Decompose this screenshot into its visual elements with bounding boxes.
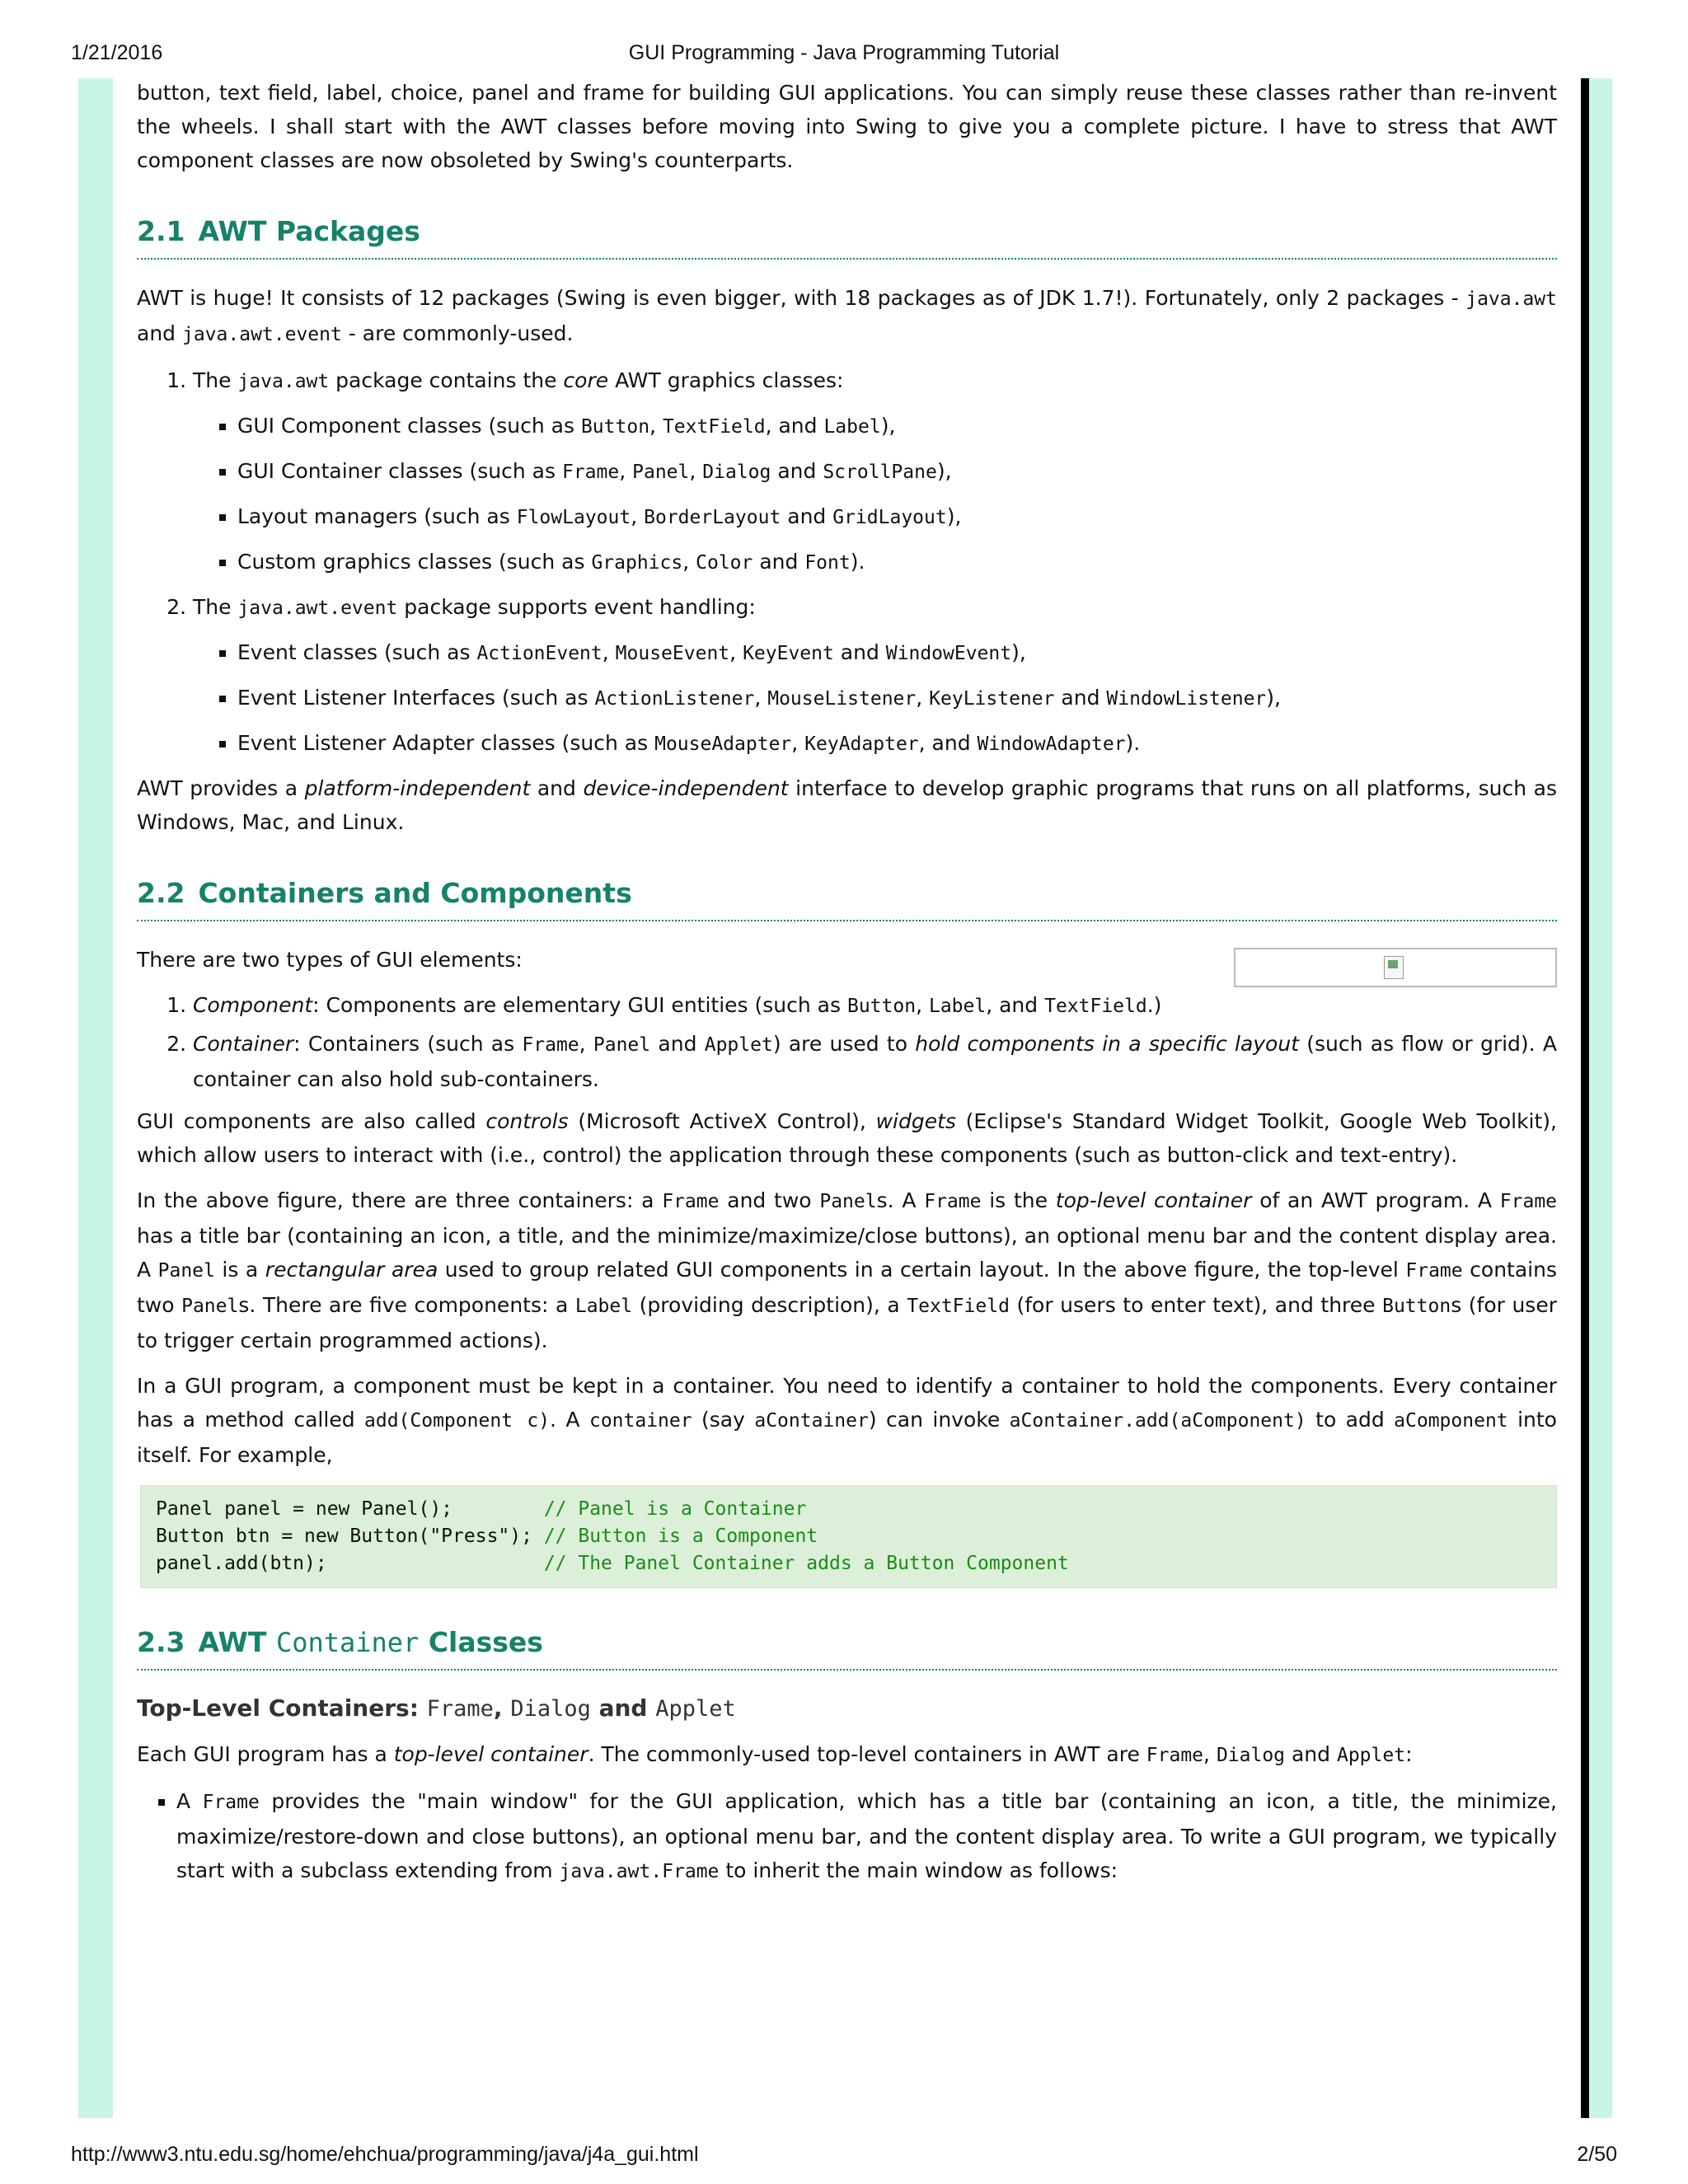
- inline-code: Applet: [655, 1696, 736, 1722]
- subheading-top-level-containers: [137, 1692, 1557, 1726]
- inline-code: KeyAdapter: [804, 733, 919, 755]
- section-title: AWT Packages: [198, 215, 420, 247]
- text: into itself. For example,: [137, 1408, 1557, 1467]
- inline-code: Panel: [632, 462, 690, 483]
- inline-code: java.awt.Frame: [559, 1861, 720, 1882]
- text: of an AWT program. A: [1251, 1188, 1500, 1212]
- text: and: [137, 321, 182, 345]
- text: (such as flow or grid). A container can also hold sub-containers.: [193, 1032, 1557, 1091]
- section-title-code: Container: [275, 1627, 420, 1658]
- list-item: [237, 545, 1557, 580]
- inline-code: Frame: [522, 1034, 579, 1056]
- code-block[interactable]: [140, 1485, 1557, 1588]
- text: Event Listener Interfaces (such as: [237, 686, 595, 710]
- page-number: 2/50: [1577, 2143, 1617, 2166]
- inline-code: Frame: [1146, 1745, 1204, 1766]
- inline-code: TextField: [662, 416, 766, 438]
- text: s (for user to trigger certain programmed actions).: [137, 1293, 1557, 1352]
- list-item: [237, 454, 1557, 490]
- section-number: 2.1: [137, 215, 185, 247]
- text: Layout managers (such as: [237, 504, 517, 528]
- text: The: [193, 595, 238, 619]
- text: AWT graphics classes:: [608, 368, 844, 392]
- inline-code: ActionListener: [594, 688, 755, 710]
- text: and: [1054, 686, 1107, 710]
- inline-code: Panel: [593, 1034, 651, 1056]
- text: GUI components are also called: [137, 1109, 486, 1133]
- text: . The commonly-used top-level containers in AWT are: [588, 1742, 1146, 1766]
- emphasis: hold components in a specific layout: [915, 1032, 1299, 1056]
- text: ,: [493, 1694, 511, 1722]
- inline-code: Label: [823, 416, 881, 438]
- text: Each GUI program has a: [137, 1742, 394, 1766]
- inline-code: Panel: [157, 1260, 215, 1282]
- text: provides the "main window" for the GUI application, which has a title bar (containing an icon, a title, the minimize, maximize/restore-down and close buttons), an optional menu bar, and the content display area. To write a GUI program, we typically start with a subclass extending from: [176, 1789, 1557, 1882]
- emphasis: platform-independent: [304, 776, 531, 800]
- text: AWT is huge! It consists of 12 packages (Swing is even bigger, with 18 packages as of JDK 1.7!). Fortunately, only 2 packages -: [137, 286, 1466, 310]
- inline-code: Dialog: [510, 1696, 591, 1722]
- text: ,: [1203, 1742, 1217, 1766]
- inline-code: Applet: [704, 1034, 773, 1056]
- text: ,: [619, 459, 633, 483]
- text: GUI Container classes (such as: [237, 459, 562, 483]
- inline-code: Label: [928, 996, 987, 1017]
- emphasis: Component: [193, 993, 313, 1017]
- text: ,: [729, 640, 743, 664]
- inline-code: Dialog: [702, 462, 771, 483]
- emphasis: controls: [485, 1109, 569, 1133]
- inline-code: Label: [574, 1296, 633, 1317]
- text: ,: [916, 993, 929, 1017]
- article-content: [137, 76, 1557, 1899]
- list-item: [237, 635, 1557, 671]
- text: (say: [692, 1408, 755, 1432]
- text: The: [193, 368, 238, 392]
- inline-code: FlowLayout: [516, 507, 631, 528]
- text: (Microsoft ActiveX Control),: [568, 1109, 876, 1133]
- inline-code: Applet: [1336, 1745, 1406, 1766]
- broken-image-icon: [1384, 956, 1404, 979]
- code-line: [156, 1498, 806, 1520]
- left-sidebar-band: [78, 78, 113, 2118]
- inline-code: Font: [804, 552, 851, 574]
- section-number: 2.2: [137, 877, 185, 909]
- text: and: [833, 640, 886, 664]
- inline-code: java.awt.event: [181, 324, 342, 345]
- text: ,: [916, 686, 930, 710]
- paragraph: [137, 1737, 1557, 1773]
- print-url[interactable]: http://www3.ntu.edu.sg/home/ehchua/programming/java/j4a_gui.html: [71, 2143, 699, 2166]
- text: s. There are five components: a: [238, 1293, 575, 1317]
- paragraph: [137, 1183, 1557, 1357]
- text: - are commonly-used.: [341, 321, 574, 345]
- inline-code: aContainer: [754, 1410, 869, 1432]
- inline-code: Panel: [819, 1191, 877, 1212]
- text: ,: [602, 640, 616, 664]
- inline-code: TextField: [1044, 996, 1147, 1017]
- text: ,: [631, 504, 645, 528]
- package-list: [137, 363, 1557, 762]
- section-heading-awt-container-classes: [137, 1624, 1557, 1671]
- text: Top-Level Containers:: [137, 1694, 427, 1722]
- inline-code: Button: [1382, 1296, 1451, 1317]
- inline-code: ScrollPane: [823, 462, 937, 483]
- text: to inherit the main window as follows:: [719, 1858, 1118, 1882]
- code-text: panel.add(btn);: [156, 1553, 544, 1574]
- inline-code: KeyEvent: [743, 643, 834, 664]
- print-title: GUI Programming - Java Programming Tutorial: [628, 41, 1060, 64]
- inline-code: Button: [846, 996, 917, 1017]
- text: : Components are elementary GUI entities (such as: [312, 993, 847, 1017]
- inline-code: GridLayout: [832, 507, 947, 528]
- text: , and: [986, 993, 1045, 1017]
- list-item: [193, 363, 1557, 580]
- figure-placeholder: [1234, 948, 1557, 987]
- inline-code: java.awt: [1465, 288, 1557, 310]
- print-date: 1/21/2016: [71, 41, 163, 64]
- text: (for users to enter text), and three: [1009, 1293, 1383, 1317]
- inline-code: MouseListener: [767, 688, 917, 710]
- text: is a: [214, 1258, 265, 1282]
- inline-code: Graphics: [591, 552, 683, 574]
- paragraph: [137, 771, 1557, 839]
- list-item: [237, 409, 1557, 444]
- intro-paragraph: button, text field, label, choice, panel and frame for building GUI applications. You can simply reuse these classes rather than re-invent the wheels. I shall start with the AWT classes before moving into Swing to give you a complete picture. I have to stress that AWT component classes are now obsoleted by Swing's counterparts.: [137, 81, 1557, 172]
- text: AWT provides a: [137, 776, 305, 800]
- inline-code: MouseEvent: [615, 643, 730, 664]
- text: and: [1285, 1742, 1337, 1766]
- list-item: [237, 726, 1557, 762]
- text: : Containers (such as: [293, 1032, 523, 1056]
- text: . A: [550, 1408, 589, 1432]
- inline-code: add(Component c): [364, 1410, 551, 1432]
- print-header: [0, 41, 1688, 74]
- section-number: 2.3: [137, 1626, 185, 1658]
- text: used to group related GUI components in a certain layout. In the above figure, the top-level: [438, 1258, 1406, 1282]
- list-item: [193, 988, 1557, 1024]
- text: A: [176, 1789, 203, 1813]
- text: Event Listener Adapter classes (such as: [237, 731, 655, 755]
- text: ,: [791, 731, 805, 755]
- code-line: [156, 1526, 818, 1547]
- text: ),: [880, 414, 896, 438]
- text: ,: [754, 686, 768, 710]
- code-text: Panel panel = new Panel();: [156, 1498, 544, 1520]
- emphasis: top-level container: [1055, 1188, 1252, 1212]
- text: ,: [579, 1032, 593, 1056]
- sub-list: [193, 409, 1557, 580]
- inline-code: BorderLayout: [644, 507, 781, 528]
- inline-code: Button: [580, 416, 650, 438]
- text: ,: [689, 459, 703, 483]
- text: ),: [946, 504, 962, 528]
- inline-code: WindowEvent: [885, 643, 1012, 664]
- inline-code: TextField: [907, 1296, 1010, 1317]
- inline-code: Frame: [1405, 1260, 1463, 1282]
- emphasis: device-independent: [583, 776, 789, 800]
- section-heading-awt-packages: [137, 213, 1557, 260]
- text: and: [650, 1032, 705, 1056]
- inline-code: Frame: [561, 462, 620, 483]
- list-item: [193, 590, 1557, 762]
- text: GUI Component classes (such as: [237, 414, 581, 438]
- text: and: [781, 504, 833, 528]
- code-comment: // The Panel Container adds a Button Component: [543, 1553, 1069, 1574]
- text: (Eclipse's Standard Widget Toolkit, Google Web Toolkit), which allow users to interact with (i.e., control) the application through these components (such as button-click and text-entry).: [137, 1109, 1557, 1167]
- inline-code: java.awt: [237, 371, 330, 392]
- inline-code: ActionEvent: [476, 643, 603, 664]
- inline-code: KeyListener: [929, 688, 1055, 710]
- inline-code: Dialog: [1216, 1745, 1286, 1766]
- text: In the above figure, there are three containers: a: [137, 1188, 663, 1212]
- text: (providing description), a: [632, 1293, 907, 1317]
- inline-code: java.awt.event: [237, 598, 398, 619]
- top-level-container-list: [137, 1784, 1557, 1889]
- emphasis: Container: [193, 1032, 294, 1056]
- emphasis: core: [563, 368, 609, 392]
- text: ),: [1011, 640, 1026, 664]
- list-item: [193, 1027, 1557, 1096]
- list-item: [237, 499, 1557, 535]
- emphasis: widgets: [875, 1109, 956, 1133]
- text: Event classes (such as: [237, 640, 477, 664]
- emphasis: top-level container: [393, 1742, 588, 1766]
- text: package contains the: [329, 368, 564, 392]
- inline-code: aContainer.add(aComponent): [1009, 1410, 1306, 1432]
- inline-code: WindowAdapter: [977, 733, 1126, 755]
- section-title: Containers and Components: [198, 877, 632, 909]
- section-heading-containers-components: [137, 875, 1557, 921]
- text: ).: [1125, 731, 1141, 755]
- inline-code: Frame: [924, 1191, 982, 1212]
- text: ).: [850, 550, 865, 574]
- text: is the: [981, 1188, 1056, 1212]
- text: ) are used to: [772, 1032, 916, 1056]
- inline-code: WindowListener: [1106, 688, 1267, 710]
- code-comment: // Button is a Component: [543, 1526, 818, 1547]
- inline-code: Frame: [1499, 1191, 1558, 1212]
- text: has a title bar (containing an icon, a title, and the minimize/maximize/close buttons), an optional menu bar and the content display area. A: [137, 1224, 1557, 1282]
- inline-code: Panel: [181, 1296, 239, 1317]
- text: ),: [936, 459, 952, 483]
- gui-elements-list: [137, 988, 1557, 1096]
- text: , and: [918, 731, 978, 755]
- paragraph: [137, 1369, 1557, 1472]
- inline-code: Frame: [202, 1792, 260, 1813]
- inline-code: Frame: [426, 1696, 494, 1722]
- sub-list: [193, 635, 1557, 762]
- text: and: [771, 459, 823, 483]
- paragraph: There are two types of GUI elements:: [137, 948, 523, 972]
- text: and two: [719, 1188, 820, 1212]
- section-title-part: AWT: [198, 1626, 276, 1658]
- text: and: [530, 776, 584, 800]
- inline-code: Color: [696, 552, 753, 574]
- text: :: [1405, 1742, 1413, 1766]
- text: .): [1146, 993, 1162, 1017]
- inline-code: MouseAdapter: [654, 733, 792, 755]
- print-footer: [0, 2143, 1688, 2176]
- code-line: [156, 1553, 1069, 1574]
- text: and: [753, 550, 805, 574]
- text: In a GUI program, a component must be kept in a container. You need to identify a container to hold the components. Every container has a method called: [137, 1374, 1557, 1432]
- text: s. A: [876, 1188, 925, 1212]
- code-comment: // Panel is a Container: [543, 1498, 807, 1520]
- text: interface to develop graphic programs that runs on all platforms, such as Windows, Mac, and Linux.: [137, 776, 1557, 834]
- list-item: [237, 681, 1557, 716]
- text: to add: [1306, 1408, 1395, 1432]
- text: and: [590, 1694, 656, 1722]
- right-sidebar-band: [1589, 78, 1612, 2118]
- text: contains two: [137, 1258, 1557, 1317]
- text: ),: [1266, 686, 1281, 710]
- code-text: Button btn = new Button("Press");: [156, 1526, 544, 1547]
- text: ,: [682, 550, 696, 574]
- inline-code: container: [588, 1410, 692, 1432]
- inline-code: aComponent: [1394, 1410, 1508, 1432]
- inline-code: Frame: [662, 1191, 720, 1212]
- text: ,: [649, 414, 663, 438]
- list-item: [176, 1784, 1557, 1889]
- section-title-part: Classes: [419, 1626, 543, 1658]
- text: package supports event handling:: [397, 595, 756, 619]
- emphasis: rectangular area: [265, 1258, 438, 1282]
- paragraph: [137, 1104, 1557, 1172]
- text: Custom graphics classes (such as: [237, 550, 592, 574]
- text: , and: [765, 414, 824, 438]
- paragraph: [137, 281, 1557, 352]
- text: ) can invoke: [868, 1408, 1010, 1432]
